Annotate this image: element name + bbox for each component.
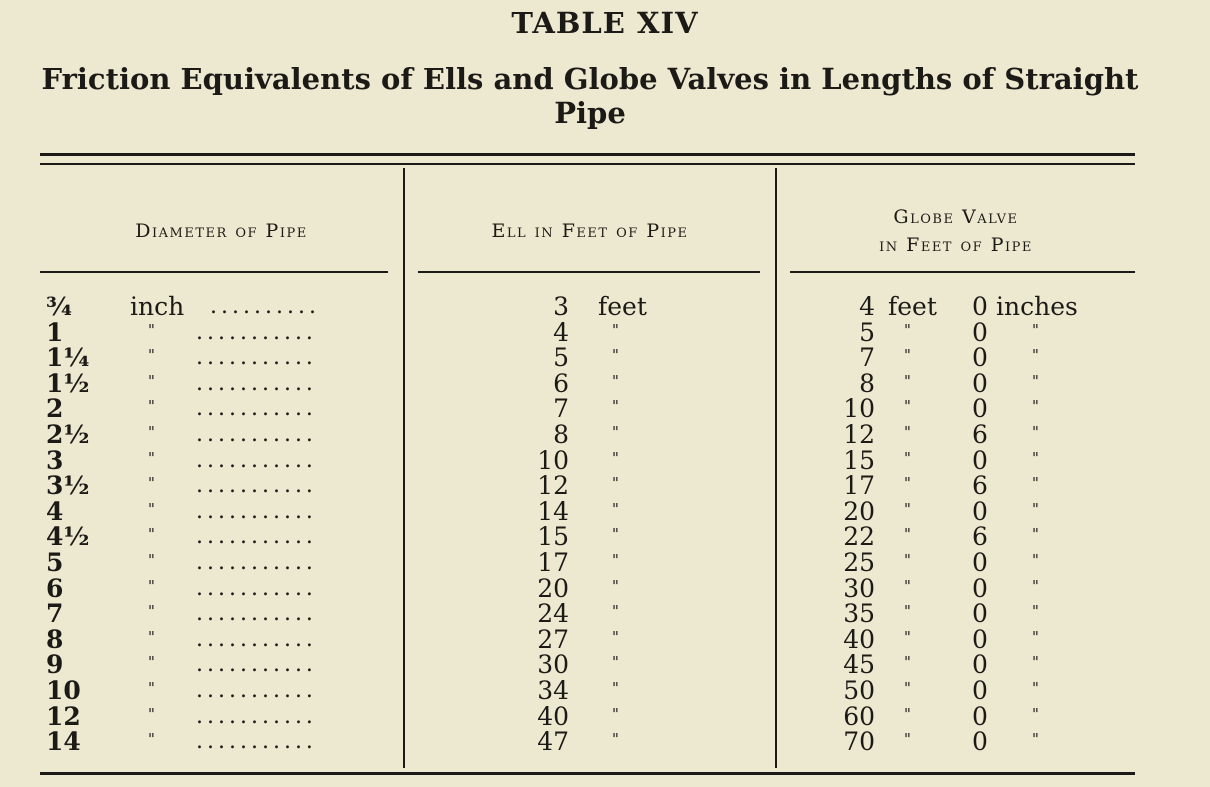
globe-feet-unit: ": [904, 576, 911, 595]
ell-feet-value: 3: [553, 292, 569, 321]
ell-feet-unit: ": [612, 602, 619, 621]
leader-dots: ...........: [196, 421, 317, 447]
table-body: [0, 294, 1210, 755]
diameter-unit: ": [148, 576, 155, 595]
leader-dots: ...........: [196, 729, 317, 755]
header-ell-label: Ell in Feet of Pipe: [491, 220, 689, 242]
table-row: [0, 473, 1210, 499]
globe-inches-value: 0: [972, 368, 988, 398]
globe-inches-unit: ": [1032, 730, 1039, 749]
table-row: [0, 496, 1210, 526]
table-subtitle: Friction Equivalents of Ells and Globe Valves in Lengths of Straight Pipe: [41, 62, 1139, 130]
leader-dots: ...........: [196, 575, 317, 601]
leader-dots: ..........: [210, 294, 320, 319]
table-row: [0, 294, 1210, 320]
ell-feet-unit: feet: [598, 292, 647, 321]
ell-feet-unit: ": [612, 653, 619, 672]
ell-feet-unit: ": [612, 627, 619, 646]
globe-feet-value: 7: [859, 343, 875, 373]
table-row: [0, 624, 1210, 654]
globe-feet-value: 5: [859, 317, 875, 347]
globe-feet-unit: ": [904, 550, 911, 569]
ell-feet-value: 30: [537, 650, 569, 680]
ell-feet-value: 14: [537, 496, 569, 526]
ell-feet-value: 12: [537, 471, 569, 501]
globe-feet-unit: ": [904, 346, 911, 365]
leader-dots: ...........: [196, 447, 317, 473]
globe-inches-unit: ": [1032, 576, 1039, 595]
globe-feet-value: 60: [843, 701, 875, 731]
header-rule-ell: [418, 271, 760, 273]
ell-feet-value: 10: [537, 445, 569, 475]
globe-feet-value: 30: [843, 573, 875, 603]
globe-inches-unit: ": [1032, 602, 1039, 621]
globe-feet-value: 22: [843, 522, 875, 552]
leader-dots: ...........: [196, 626, 317, 652]
globe-inches-unit: ": [1032, 678, 1039, 697]
diameter-unit: ": [148, 422, 155, 441]
ell-feet-unit: ": [612, 730, 619, 749]
globe-inches-value: 0: [972, 573, 988, 603]
diameter-value: 4½: [46, 522, 90, 552]
ell-feet-value: 7: [553, 394, 569, 424]
diameter-unit: inch: [130, 292, 185, 321]
globe-feet-value: 50: [843, 675, 875, 705]
globe-feet-unit: ": [904, 499, 911, 518]
diameter-value: 6: [46, 573, 64, 603]
globe-inches-unit: inches: [996, 292, 1078, 321]
table-row: [0, 547, 1210, 577]
diameter-value: 12: [46, 701, 81, 731]
globe-inches-value: 0: [972, 650, 988, 680]
table-row: [0, 652, 1210, 678]
table-title: TABLE XIV: [511, 6, 699, 40]
table-row: [0, 729, 1210, 755]
leader-dots: ...........: [196, 677, 317, 703]
header-diameter: [40, 186, 403, 276]
bottom-rule: [40, 772, 1135, 775]
ell-feet-unit: ": [612, 422, 619, 441]
ell-feet-value: 40: [537, 701, 569, 731]
ell-feet-unit: ": [612, 525, 619, 544]
diameter-unit: ": [148, 397, 155, 416]
globe-inches-unit: ": [1032, 422, 1039, 441]
table-row: [0, 601, 1210, 627]
globe-feet-unit: ": [904, 678, 911, 697]
globe-inches-unit: ": [1032, 499, 1039, 518]
globe-inches-value: 0: [972, 701, 988, 731]
ell-feet-value: 15: [537, 522, 569, 552]
diameter-value: 5: [46, 547, 64, 577]
diameter-value: 10: [46, 675, 81, 705]
leader-dots: ...........: [196, 601, 317, 627]
diameter-value: 1¼: [46, 343, 90, 373]
leader-dots: ...........: [196, 652, 317, 678]
diameter-unit: ": [148, 704, 155, 723]
globe-inches-value: 6: [972, 522, 988, 552]
ell-feet-value: 34: [537, 675, 569, 705]
ell-feet-unit: ": [612, 474, 619, 493]
table-row: [0, 573, 1210, 603]
diameter-value: 4: [46, 496, 64, 526]
diameter-unit: ": [148, 653, 155, 672]
ell-feet-unit: ": [612, 576, 619, 595]
diameter-unit: ": [148, 320, 155, 339]
diameter-value: 2: [46, 394, 64, 424]
header-globe-line1: Globe Valve: [893, 206, 1019, 228]
ell-feet-value: 17: [537, 547, 569, 577]
globe-feet-value: 25: [843, 547, 875, 577]
globe-feet-unit: ": [904, 525, 911, 544]
globe-feet-unit: ": [904, 320, 911, 339]
diameter-value: 3½: [46, 471, 90, 501]
diameter-value: 1½: [46, 368, 90, 398]
ell-feet-value: 4: [553, 317, 569, 347]
ell-feet-value: 20: [537, 573, 569, 603]
table-row: [0, 396, 1210, 422]
globe-feet-value: 15: [843, 445, 875, 475]
globe-feet-value: 12: [843, 419, 875, 449]
globe-feet-unit: ": [904, 397, 911, 416]
diameter-value: 14: [46, 727, 81, 757]
globe-feet-unit: ": [904, 730, 911, 749]
ell-feet-unit: ": [612, 550, 619, 569]
header-globe-line2: in Feet of Pipe: [879, 234, 1033, 256]
diameter-unit: ": [148, 346, 155, 365]
table-row: [0, 701, 1210, 731]
top-double-rule-lower: [40, 163, 1135, 165]
ell-feet-value: 8: [553, 419, 569, 449]
globe-inches-value: 0: [972, 547, 988, 577]
globe-inches-value: 0: [972, 624, 988, 654]
globe-inches-value: 0: [972, 317, 988, 347]
globe-inches-unit: ": [1032, 320, 1039, 339]
ell-feet-unit: ": [612, 397, 619, 416]
diameter-value: 1: [46, 317, 64, 347]
globe-inches-unit: ": [1032, 525, 1039, 544]
globe-inches-value: 0: [972, 343, 988, 373]
globe-feet-value: 8: [859, 368, 875, 398]
diameter-unit: ": [148, 627, 155, 646]
ell-feet-unit: ": [612, 704, 619, 723]
diameter-value: 7: [46, 599, 64, 629]
table-row: [0, 445, 1210, 475]
ell-feet-unit: ": [612, 499, 619, 518]
globe-feet-value: 4: [859, 292, 875, 321]
globe-inches-value: 6: [972, 471, 988, 501]
diameter-unit: ": [148, 499, 155, 518]
globe-feet-value: 35: [843, 599, 875, 629]
diameter-value: 3: [46, 445, 64, 475]
table-row: [0, 524, 1210, 550]
globe-feet-unit: ": [904, 602, 911, 621]
leader-dots: ...........: [196, 396, 317, 422]
leader-dots: ...........: [196, 370, 317, 396]
globe-inches-value: 0: [972, 599, 988, 629]
ell-feet-unit: ": [612, 346, 619, 365]
globe-inches-unit: ": [1032, 704, 1039, 723]
globe-inches-value: 0: [972, 292, 988, 321]
diameter-value: 2½: [46, 419, 90, 449]
diameter-value: 8: [46, 624, 64, 654]
globe-feet-unit: ": [904, 371, 911, 390]
header-rule-globe: [790, 271, 1135, 273]
ell-feet-value: 6: [553, 368, 569, 398]
diameter-unit: ": [148, 371, 155, 390]
globe-feet-value: 45: [843, 650, 875, 680]
globe-inches-value: 0: [972, 496, 988, 526]
diameter-unit: ": [148, 525, 155, 544]
globe-feet-value: 17: [843, 471, 875, 501]
diameter-unit: ": [148, 550, 155, 569]
globe-feet-unit: ": [904, 704, 911, 723]
table-row: [0, 345, 1210, 371]
diameter-unit: ": [148, 448, 155, 467]
globe-feet-unit: feet: [888, 292, 937, 321]
table-row: [0, 419, 1210, 449]
leader-dots: ...........: [196, 345, 317, 371]
leader-dots: ...........: [196, 498, 317, 524]
globe-feet-unit: ": [904, 627, 911, 646]
leader-dots: ...........: [196, 549, 317, 575]
globe-inches-value: 0: [972, 394, 988, 424]
ell-feet-value: 27: [537, 624, 569, 654]
globe-inches-unit: ": [1032, 448, 1039, 467]
header-diameter-label: Diameter of Pipe: [135, 220, 308, 242]
header-rule-diameter: [40, 271, 388, 273]
ell-feet-unit: ": [612, 448, 619, 467]
globe-feet-unit: ": [904, 422, 911, 441]
globe-feet-value: 10: [843, 394, 875, 424]
ell-feet-value: 24: [537, 599, 569, 629]
header-globe: [777, 186, 1135, 276]
globe-feet-unit: ": [904, 448, 911, 467]
globe-inches-unit: ": [1032, 550, 1039, 569]
diameter-value: ¾: [46, 292, 73, 321]
ell-feet-value: 5: [553, 343, 569, 373]
leader-dots: ...........: [196, 473, 317, 499]
table-row: [0, 368, 1210, 398]
globe-inches-unit: ": [1032, 346, 1039, 365]
leader-dots: ...........: [196, 524, 317, 550]
globe-inches-value: 0: [972, 727, 988, 757]
diameter-unit: ": [148, 730, 155, 749]
globe-inches-unit: ": [1032, 653, 1039, 672]
leader-dots: ...........: [196, 703, 317, 729]
ell-feet-unit: ": [612, 320, 619, 339]
globe-inches-unit: ": [1032, 474, 1039, 493]
globe-inches-value: 0: [972, 675, 988, 705]
globe-inches-value: 0: [972, 445, 988, 475]
table-row: [0, 317, 1210, 347]
globe-inches-unit: ": [1032, 371, 1039, 390]
globe-feet-value: 70: [843, 727, 875, 757]
diameter-unit: ": [148, 602, 155, 621]
globe-feet-value: 40: [843, 624, 875, 654]
globe-inches-unit: ": [1032, 397, 1039, 416]
ell-feet-unit: ": [612, 371, 619, 390]
table-row: [0, 675, 1210, 705]
globe-feet-unit: ": [904, 653, 911, 672]
diameter-unit: ": [148, 474, 155, 493]
globe-feet-value: 20: [843, 496, 875, 526]
globe-feet-unit: ": [904, 474, 911, 493]
leader-dots: ...........: [196, 319, 317, 345]
header-ell: [405, 186, 775, 276]
diameter-value: 9: [46, 650, 64, 680]
globe-inches-value: 6: [972, 419, 988, 449]
ell-feet-unit: ": [612, 678, 619, 697]
globe-inches-unit: ": [1032, 627, 1039, 646]
top-double-rule-upper: [40, 153, 1135, 156]
ell-feet-value: 47: [537, 727, 569, 757]
diameter-unit: ": [148, 678, 155, 697]
